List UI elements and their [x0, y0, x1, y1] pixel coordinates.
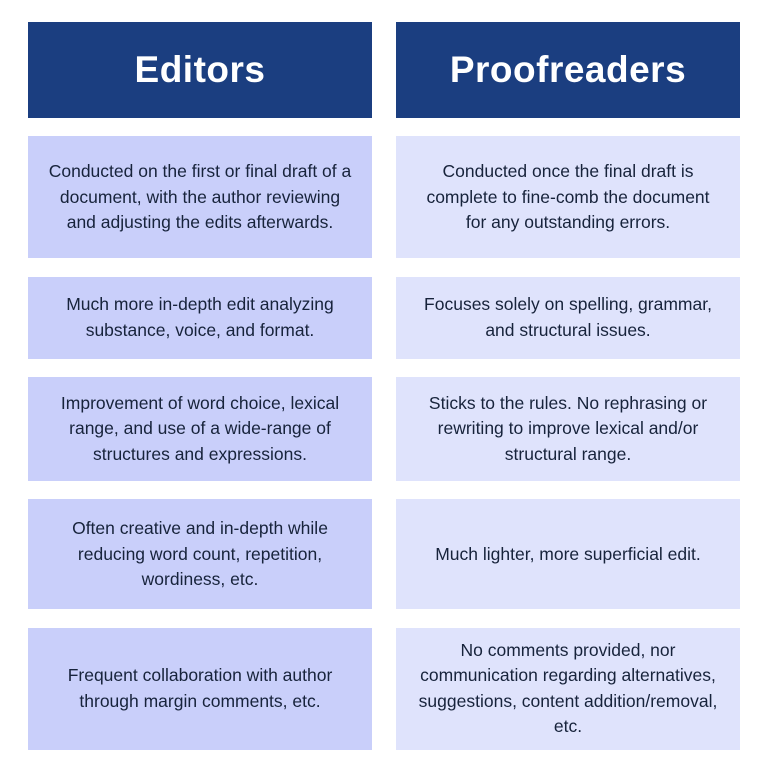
table-cell-text: Often creative and in-depth while reducing word count, repetition, wordiness, etc.: [72, 518, 328, 589]
table-cell-editors-3: [28, 377, 372, 481]
table-cell-proofreaders-2: [396, 277, 740, 359]
table-cell-proofreaders-4: [396, 499, 740, 609]
table-cell-text: No comments provided, nor communication regarding alternatives, suggestions, content addition/removal, etc.: [418, 639, 718, 737]
table-cell-text: Much more in-depth edit analyzing substance, voice, and format.: [66, 294, 334, 340]
table-cell-text: Improvement of word choice, lexical range, and use of a wide-range of structures and expressions.: [60, 392, 340, 464]
table-cell-editors-5: [28, 628, 372, 750]
table-grid: [28, 22, 740, 750]
table-cell-text: Focuses solely on spelling, grammar, and structural issues.: [424, 294, 712, 340]
table-cell-editors-4: [28, 499, 372, 609]
column-header-proofreaders-label: Proofreaders: [449, 49, 687, 90]
table-cell-text: Sticks to the rules. No rephrasing or rewriting to improve lexical and/or structural range.: [428, 392, 708, 464]
table-cell-proofreaders-3: [396, 377, 740, 481]
table-cell-proofreaders-1: [396, 136, 740, 258]
column-header-editors: [28, 22, 372, 118]
table-cell-editors-1: [28, 136, 372, 258]
column-header-proofreaders: [396, 22, 740, 118]
table-cell-text: Much lighter, more superficial edit.: [435, 543, 701, 564]
table-cell-proofreaders-5: [396, 628, 740, 750]
table-cell-text: Conducted on the first or final draft of a document, with the author reviewing and adjusting the edits afterwards.: [48, 161, 352, 233]
table-cell-editors-2: [28, 277, 372, 359]
column-header-editors-label: Editors: [134, 49, 266, 90]
table-cell-text: Frequent collaboration with author through margin comments, etc.: [67, 665, 333, 711]
table-cell-text: Conducted once the final draft is complete to fine-comb the document for any outstanding errors.: [426, 161, 710, 233]
